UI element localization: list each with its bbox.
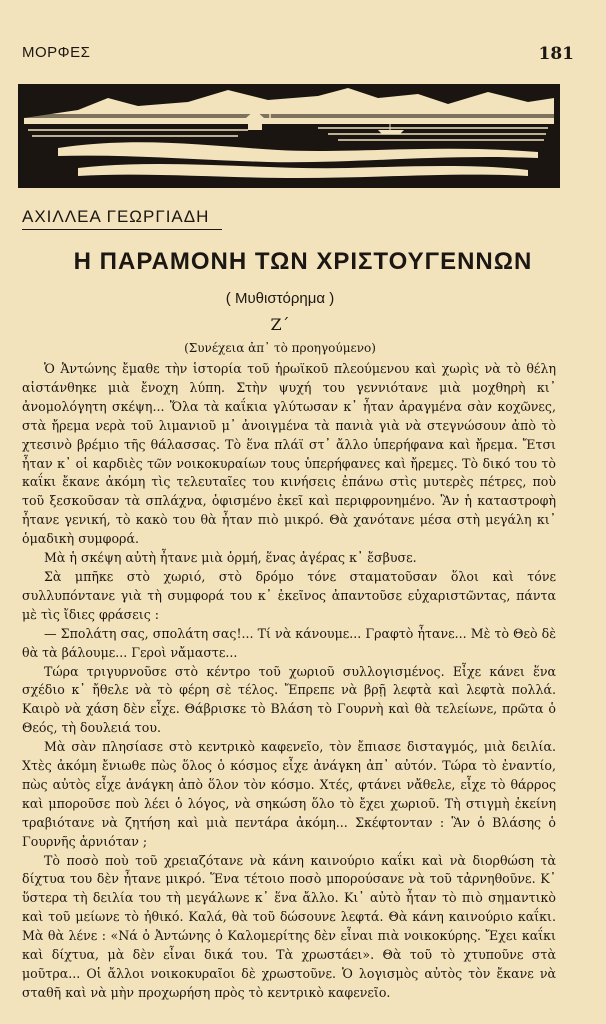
- author-name: ΑΧΙΛΛΕΑ ΓΕΩΡΓΙΑΔΗ: [22, 207, 210, 226]
- author-underline: [22, 229, 222, 230]
- paragraph: Μὰ ἡ σκέψη αὐτὴ ἦτανε μιὰ ὁρμή, ἕνας ἀγέρας κ᾿ ἔσβυσε.: [44, 550, 417, 566]
- page-number: 181: [538, 44, 574, 64]
- paragraph: Τὸ ποσὸ ποὺ τοῦ χρειαζότανε νὰ κάνη καινούριο καΐκι καὶ νὰ διορθώση τὰ δίχτυα του δὲν ἦτανε μικρό. Ἕνα τέτοιο ποσὸ μπορούσανε νὰ τοῦ τἀρνηθοῦνε. Κ᾿ ὕστερα τὴ δειλία του τὴ μεγάλωνε κ᾿ ἕνα ἄλλο. Κι᾿ αὐτὸ ἦταν τὸ πιὸ σημαντικὸ καὶ τοῦ μείωνε τὸ ἠθικό. Καλά, θὰ τοῦ δώσουνε λεφτά. Θὰ κάνη καινούριο καΐκι. Μὰ θὰ λένε : «Νά ὁ Ἀντώνης ὁ Καλομερίτης δὲν εἶναι πιὰ νοικοκύρης. Ἔχει καΐκι καὶ δίχτυα, μὰ δὲν εἶναι δικά του. Τὰ χρωστάει». Θὰ τοῦ τὸ χτυποῦνε στὰ μοῦτρα... Οἱ ἄλλοι νοικοκυραῖοι δὲ χρωστοῦνε. Ὁ λογισμὸς αὐτὸς τὸν ἔκανε νὰ σταθῆ καὶ νὰ μὴν προχωρήση πρὸς τὸ κεντρικὸ καφενεῖο.: [22, 852, 556, 1000]
- article-body: [22, 360, 556, 1003]
- article-title: Η ΠΑΡΑΜΟΝΗ ΤΩΝ ΧΡΙΣΤΟΥΓΕΝΝΩΝ: [73, 248, 533, 275]
- magazine-title: ΜΟΡΦΕΣ: [22, 44, 91, 61]
- continuation-note: (Συνέχεια ἀπ᾿ τὸ προηγούμενο): [184, 341, 376, 355]
- paragraph: Τώρα τριγυρνοῦσε στὸ κέντρο τοῦ χωριοῦ συλλογισμένος. Εἶχε κάνει ἕνα σχέδιο κ᾿ ἤθελε νὰ τὸ φέρη σὲ τέλος. Ἔπρεπε νὰ βρῇ λεφτὰ καὶ λεφτὰ πολλά. Καιρὸ νὰ χάση δὲν εἶχε. Θάβρισκε τὸ Βλάση τὸ Γουρνὴ καὶ θὰ τελείωνε, πρῶτα ὁ Θεός, τὴ δουλειά του.: [22, 663, 556, 736]
- article-subtitle: ( Μυθιστόρημα ): [225, 290, 335, 307]
- paragraph: Σὰ μπῆκε στὸ χωριό, στὸ δρόμο τόνε σταματοῦσαν ὅλοι καὶ τόνε συλλυπόντανε γιὰ τὴ συμφορά του κ᾿ ἐκεῖνος ἀπαντοῦσε εὐχαριστῶντας, πάντα μὲ τὶς ἴδιες φράσεις :: [22, 568, 556, 622]
- landscape-woodcut-illustration: [18, 84, 560, 188]
- chapter-number: Ζ΄: [270, 315, 290, 334]
- paragraph: Μὰ σὰν πλησίασε στὸ κεντρικὸ καφενεῖο, τὸν ἔπιασε δισταγμός, μιὰ δειλία. Χτὲς ἀκόμη ἔνιωθε πὼς ὅλος ὁ κόσμος εἶχε ἀνάγκη ἀπ᾿ αὐτόν. Τώρα τὸ ἐναντίο, πὼς αὐτὸς εἶχε ἀνάγκη ἀπὸ ὅλον τὸν κόσμο. Χτές, φτάνει νἄθελε, εἶχε τὸ θάρρος καὶ μποροῦσε ποὺ λέει ὁ λόγος, νὰ σηκώση ὅλο τὸ ἔχει χωριοῦ. Τὴ στιγμὴ ἐκείνη τραβιότανε νὰ ζητήση καὶ μιὰ πεντάρα ἀκόμη... Σκέφτονταν : Ἂν ὁ Βλάσης ὁ Γουρνῆς ἀρνιόταν ;: [22, 739, 556, 849]
- paragraph: — Σπολάτη σας, σπολάτη σας!... Τί νὰ κάνουμε... Γραφτὸ ἦτανε... Μὲ τὸ Θεὸ δὲ θὰ τὰ βάλουμε... Γεροὶ νἄμαστε...: [22, 625, 556, 660]
- paragraph: Ὁ Ἀντώνης ἔμαθε τὴν ἱστορία τοῦ ἡρωϊκοῦ πλεούμενου καὶ χωρὶς νὰ τὸ θέλη αἰστάνθηκε μιὰ ἔνοχη λύπη. Στὴν ψυχή του γεννιότανε μιὰ μοχθηρὴ κι᾿ ἀνομολόγητη σκέψη... Ὅλα τὰ καΐκια γλύτωσαν κ᾿ ἦταν ἀραγμένα σὰν κοχῶνες, στὰ ἤρεμα νερὰ τοῦ λιμανιοῦ μ᾿ ἀνοιγμένα τὰ πανιὰ γιὰ νὰ στεγνώσουν ἀπὸ τὸ χτεσινὸ βρέμιο τῆς θάλασσας. Τὸ ἕνα πλάϊ στ᾿ ἄλλο ὑπερήφανα καὶ ἤρεμα. Ἔτσι ἦταν κ᾿ οἱ καρδιὲς τῶν νοικοκυραίων τους ὑπερήφανες καὶ ἤρεμες. Τὸ δικό του τὸ καΐκι ἔκανε ἀκόμη τὶς τελευταῖες του κινήσεις ἐπάνω στὶς μυτερὲς πέτρες, ποὺ τοῦ ξεσκοῦσαν τὰ σπλάχνα, ὁφισμένο ἐκεῖ καὶ περιφρονημένο. Ἂν ἡ καταστροφὴ ἦτανε γενική, τὸ κακὸ του θὰ ἦταν πιὸ μικρό. Θὰ χανότανε μέσα στὴ μεγάλη κι᾿ ὁμαδικὴ συμφορά.: [22, 361, 556, 547]
